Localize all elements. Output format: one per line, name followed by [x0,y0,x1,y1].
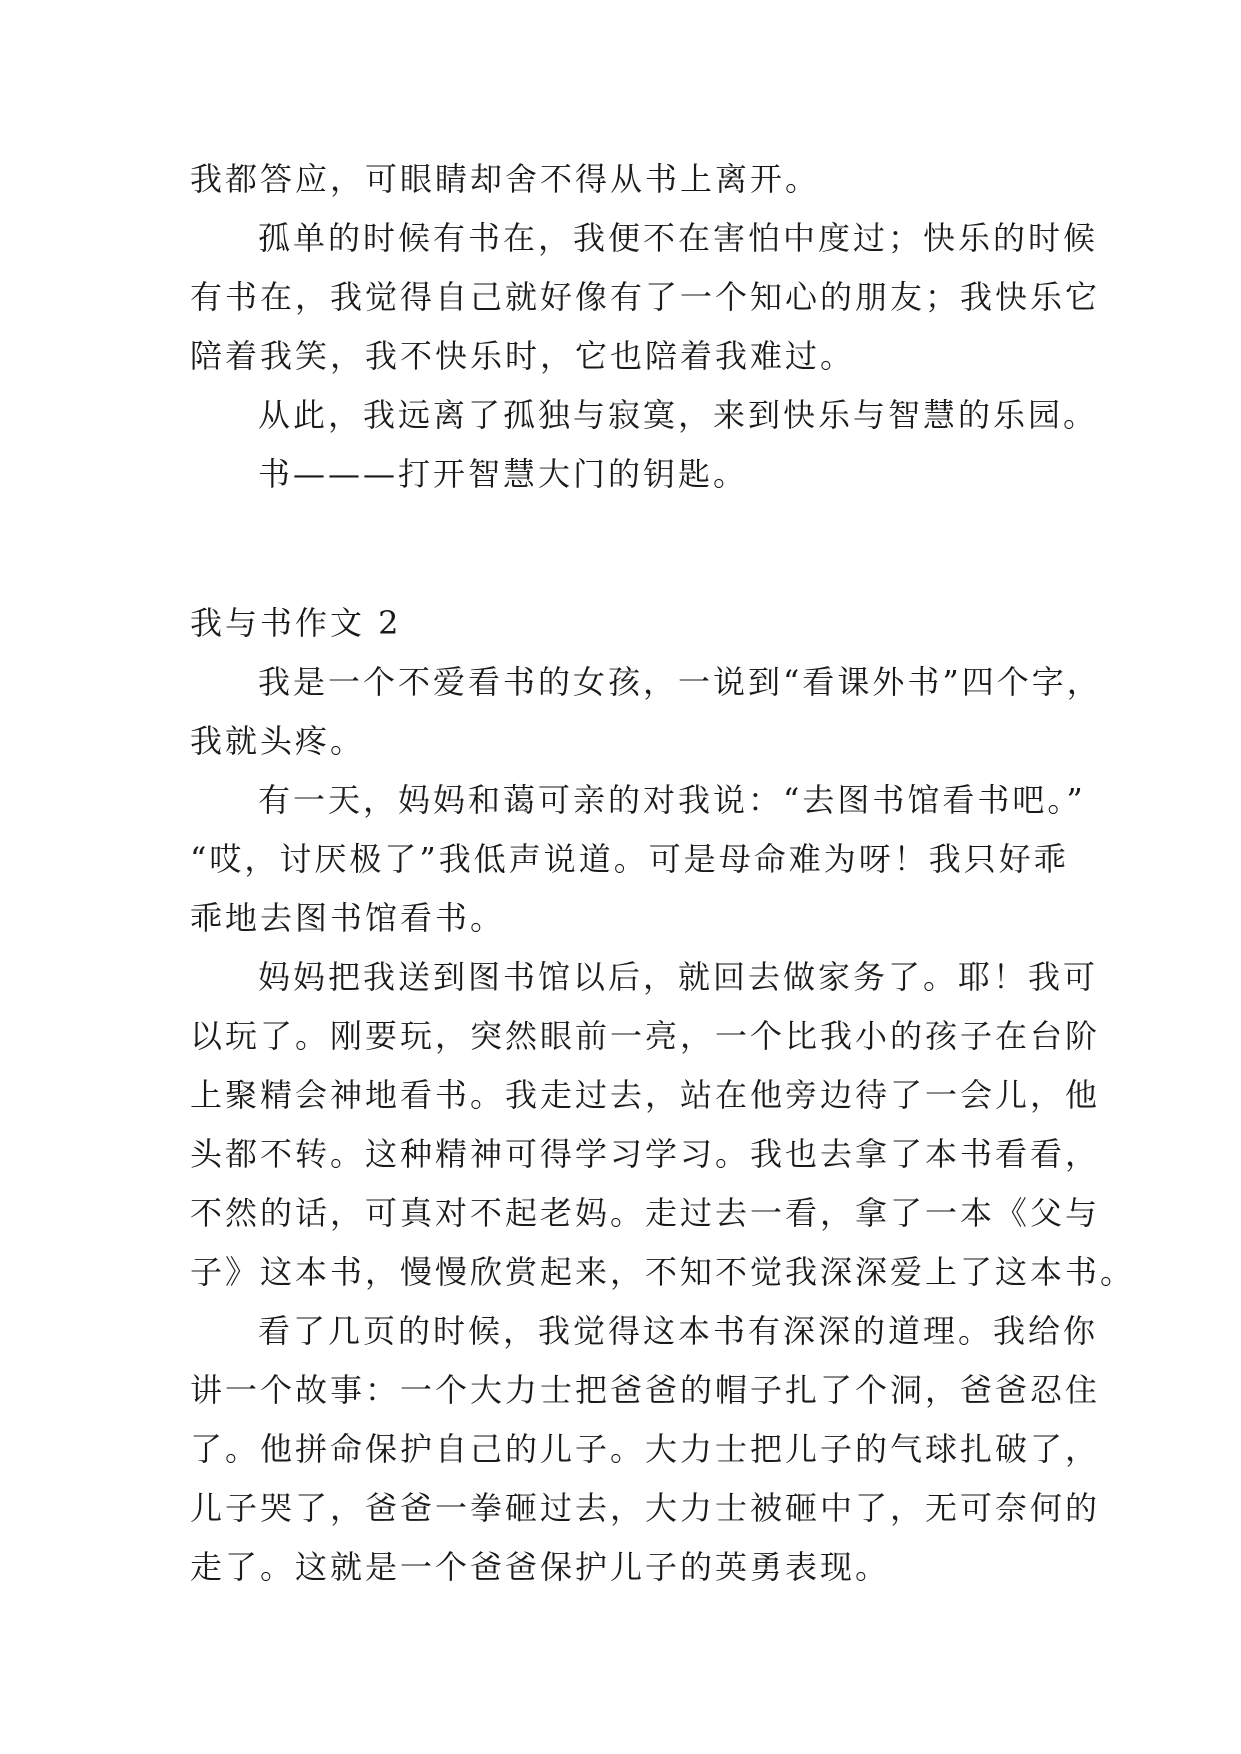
document-page [190,150,1136,1597]
text-line: 不然的话，可真对不起老妈。走过去一看，拿了一本《父与 [190,1194,1101,1232]
text-line: 头都不转。这种精神可得学习学习。我也去拿了本书看看， [190,1135,1101,1173]
paragraph-start-line: 看了几页的时候，我觉得这本书有深深的道理。我给你 [258,1312,1099,1350]
paragraph-start-line: 我是一个不爱看书的女孩，一说到“看课外书”四个字， [258,663,1102,701]
paragraph-start-line: 有一天，妈妈和蔼可亲的对我说：“去图书馆看书吧。” [258,781,1086,819]
section-gap [190,504,1058,594]
paragraph-start-line: 妈妈把我送到图书馆以后，就回去做家务了。耶！我可 [258,958,1099,996]
text-line: 了。他拼命保护自己的儿子。大力士把儿子的气球扎破了， [190,1430,1101,1468]
text-line: 儿子哭了，爸爸一拳砸过去，大力士被砸中了，无可奈何的 [190,1489,1101,1527]
text-line: 走了。这就是一个爸爸保护儿子的英勇表现。 [190,1548,891,1586]
text-line: “哎，讨厌极了”我低声说道。可是母命难为呀！我只好乖 [190,840,1069,878]
essay-title: 我与书作文 2 [190,604,402,642]
text-line: 陪着我笑，我不快乐时，它也陪着我难过。 [190,337,856,375]
text-line: 乖地去图书馆看书。 [190,899,506,937]
text-line: 我都答应，可眼睛却舍不得从书上离开。 [190,160,821,198]
text-line: 有书在，我觉得自己就好像有了一个知心的朋友；我快乐它 [190,278,1101,316]
text-line: 子》这本书，慢慢欣赏起来，不知不觉我深深爱上了这本书。 [190,1253,1136,1291]
paragraph-start-line: 书———打开智慧大门的钥匙。 [258,455,749,493]
paragraph-start-line: 孤单的时候有书在，我便不在害怕中度过；快乐的时候 [258,219,1099,257]
text-line: 我就头疼。 [190,722,366,760]
text-line: 讲一个故事：一个大力士把爸爸的帽子扎了个洞，爸爸忍住 [190,1371,1101,1409]
text-line: 以玩了。刚要玩，突然眼前一亮，一个比我小的孩子在台阶 [190,1017,1101,1055]
text-line: 上聚精会神地看书。我走过去，站在他旁边待了一会儿，他 [190,1076,1101,1114]
paragraph-start-line: 从此，我远离了孤独与寂寞，来到快乐与智慧的乐园。 [258,396,1099,434]
